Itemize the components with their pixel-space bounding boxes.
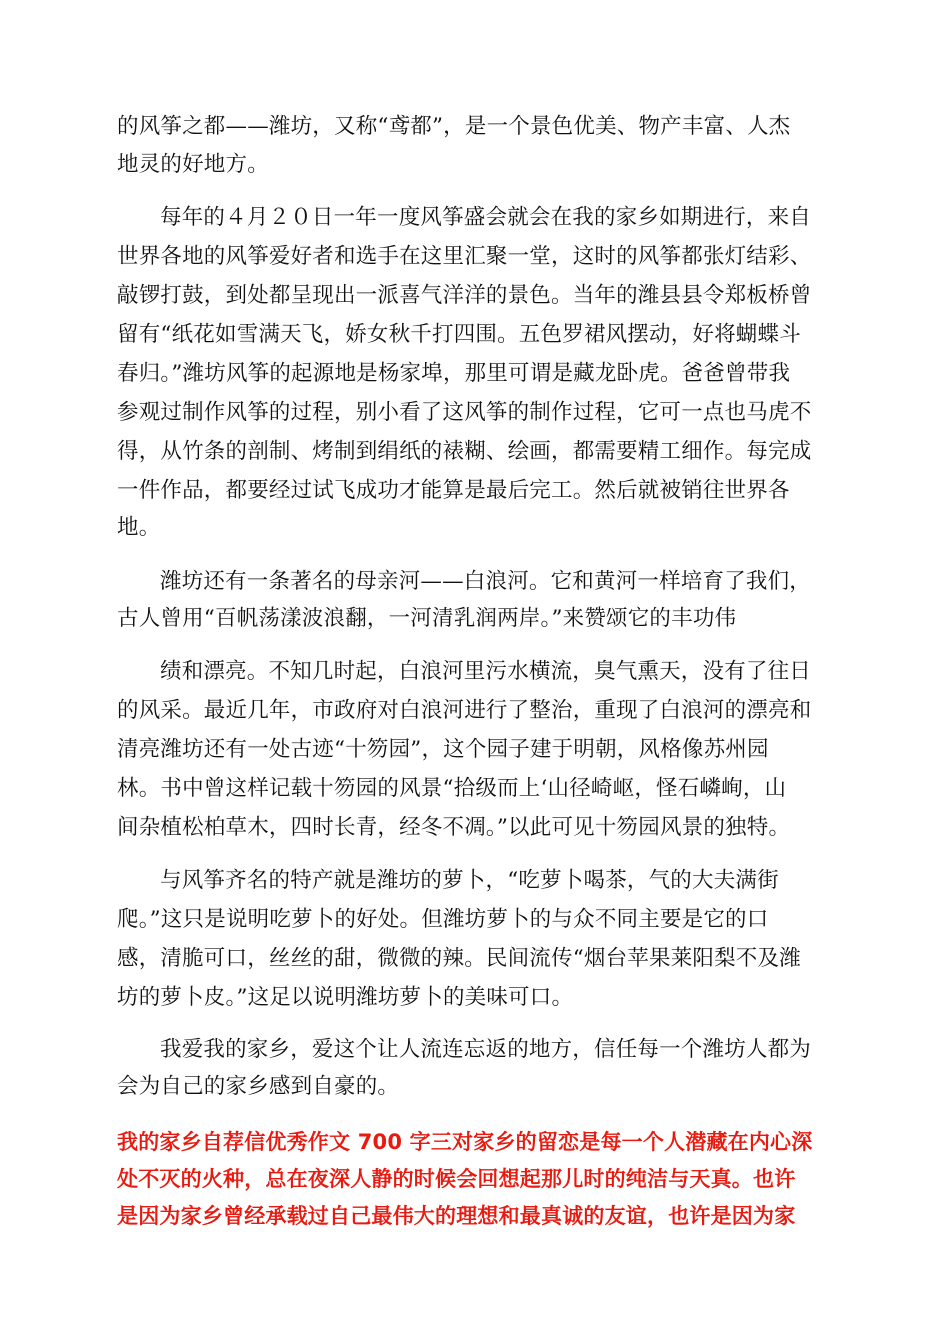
paragraph-2-line-1: 每年的４月２０日一年一度风筝盛会就会在我的家乡如期进行，来自	[160, 205, 812, 230]
paragraph-2-line-5: 春归。”潍坊风筝的起源地是杨家埠，那里可谓是藏龙卧虎。爸爸曾带我	[117, 361, 791, 386]
paragraph-2-line-9: 地。	[117, 515, 161, 540]
paragraph-2-line-4: 留有“纸花如雪满天飞，娇女秋千打四围。五色罗裙风摆动，好将蝴蝶斗	[117, 322, 801, 347]
paragraph-5-line-4: 坊的萝卜皮。”这足以说明潍坊萝卜的美味可口。	[117, 985, 574, 1010]
paragraph-4-line-3: 清亮潍坊还有一处古迹“十笏园”，这个园子建于明朝，风格像苏州园	[117, 737, 769, 762]
paragraph-2-line-2: 世界各地的风筝爱好者和选手在这里汇聚一堂，这时的风筝都张灯结彩、	[117, 244, 812, 269]
paragraph-2-line-8: 一件作品，都要经过试飞成功才能算是最后完工。然后就被销往世界各	[117, 478, 790, 503]
paragraph-4-line-4: 林。书中曾这样记载十笏园的风景“拾级而上‘山径崎岖，怪石嶙峋，山	[117, 776, 787, 801]
paragraph-6-line-1: 我爱我的家乡，爱这个让人流连忘返的地方，信任每一个潍坊人都为	[160, 1037, 812, 1062]
paragraph-1-line-1: 的风筝之都——潍坊，又称“鸢都”，是一个景色优美、物产丰富、人杰	[117, 114, 791, 139]
paragraph-4-line-2: 的风采。最近几年，市政府对白浪河进行了整治，重现了白浪河的漂亮和	[117, 698, 812, 723]
paragraph-2-line-3: 敲锣打鼓，到处都呈现出一派喜气洋洋的景色。当年的潍县县令郑板桥曾	[117, 283, 812, 308]
paragraph-6-line-2: 会为自己的家乡感到自豪的。	[117, 1074, 400, 1099]
highlight-line-2: 处不灭的火种，总在夜深人静的时候会回想起那儿时的纯洁与天真。也许	[117, 1167, 796, 1191]
paragraph-5-line-2: 爬。”这只是说明吃萝卜的好处。但潍坊萝卜的与众不同主要是它的口	[117, 907, 769, 932]
highlight-line-1: 我的家乡自荐信优秀作文 700 字三对家乡的留恋是每一个人潜藏在内心深	[117, 1130, 813, 1154]
paragraph-4-line-5: 间杂植松柏草木，四时长青，经冬不凋。”以此可见十笏园风景的独特。	[117, 815, 791, 840]
paragraph-1-line-2: 地灵的好地方。	[117, 152, 269, 177]
paragraph-2-line-7: 得，从竹条的剖制、烤制到绢纸的裱糊、绘画，都需要精工细作。每完成	[117, 439, 812, 464]
paragraph-5-line-3: 感，清脆可口，丝丝的甜，微微的辣。民间流传“烟台苹果莱阳梨不及潍	[117, 946, 801, 971]
paragraph-4-line-1: 绩和漂亮。不知几时起，白浪河里污水横流，臭气熏天，没有了往日	[160, 659, 812, 684]
paragraph-3-line-2: 古人曾用“百帆荡漾波浪翻，一河清乳润两岸。”来赞颂它的丰功伟	[117, 606, 737, 631]
paragraph-3-line-1: 潍坊还有一条著名的母亲河——白浪河。它和黄河一样培育了我们，	[160, 569, 812, 594]
paragraph-5-line-1: 与风筝齐名的特产就是潍坊的萝卜，“吃萝卜喝茶，气的大夫满街	[160, 868, 779, 893]
paragraph-2-line-6: 参观过制作风筝的过程，别小看了这风筝的制作过程，它可一点也马虎不	[117, 400, 812, 425]
highlight-line-3: 是因为家乡曾经承载过自己最伟大的理想和最真诚的友谊，也许是因为家	[117, 1204, 796, 1228]
